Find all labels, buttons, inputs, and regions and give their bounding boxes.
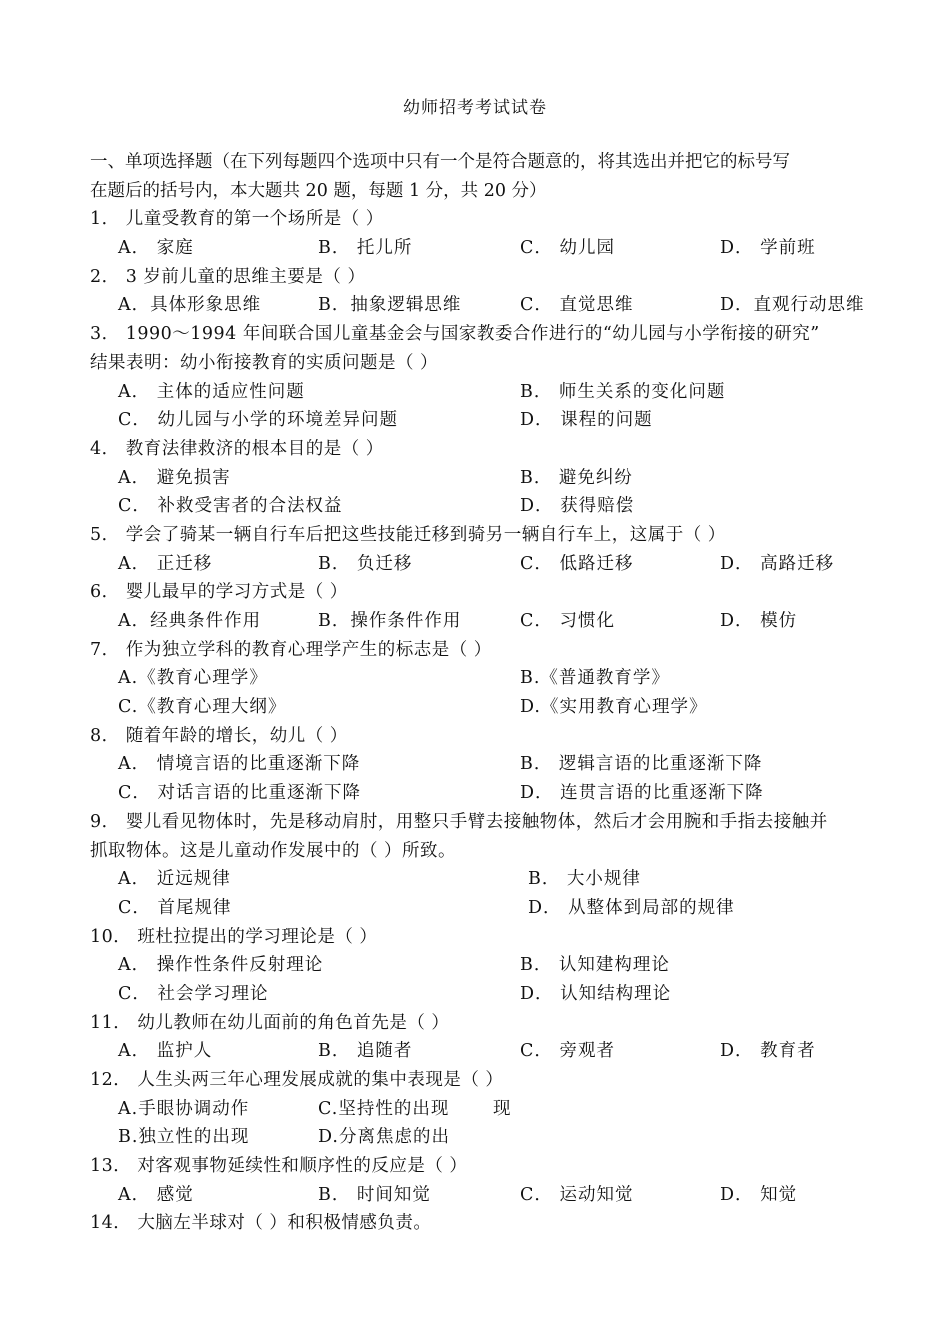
option-a: A． 正迁移 — [118, 553, 213, 574]
question-14-stem: 14． 大脑左半球对（ ）和积极情感负责。 — [90, 1213, 432, 1234]
question-3-stem-line-2: 结果表明：幼小衔接教育的实质问题是（ ） — [90, 352, 439, 373]
question-7-stem: 7． 作为独立学科的教育心理学产生的标志是（ ） — [90, 639, 492, 660]
question-7-options-row-2 — [90, 693, 870, 722]
option-a: A． 监护人 — [118, 1041, 213, 1062]
question-13-stem: 13． 对客观事物延续性和顺序性的反应是（ ） — [90, 1156, 468, 1177]
question-5-options — [90, 550, 870, 579]
question-4-stem: 4． 教育法律救济的根本目的是（ ） — [90, 438, 384, 459]
option-c: C． 幼儿园 — [520, 238, 615, 259]
question-12-stem: 12． 人生头两三年心理发展成就的集中表现是（ ） — [90, 1070, 504, 1090]
option-a: A.《教育心理学》 — [118, 668, 268, 689]
option-c: C． 习惯化 — [520, 611, 615, 631]
question-9-stem-line-1: 9． 婴儿看见物体时，先是移动肩肘，用整只手臂去接触物体，然后才会用腕和手指去接触并 — [90, 811, 828, 832]
question-1-stem: 1． 儿童受教育的第一个场所是（ ） — [90, 209, 384, 230]
option-a: A． 避免损害 — [118, 467, 231, 488]
option-b: B． 追随者 — [318, 1041, 413, 1062]
question-3-options-row-1 — [90, 378, 870, 407]
option-a: A． 主体的适应性问题 — [118, 381, 305, 402]
option-c: C． 首尾规律 — [118, 897, 232, 918]
option-c: C． 社会学习理论 — [118, 983, 269, 1004]
question-2-stem: 2． 3 岁前儿童的思维主要是（ ） — [90, 266, 366, 287]
option-c: C． 对话言语的比重逐渐下降 — [118, 783, 361, 804]
option-d: D． 认知结构理论 — [520, 983, 672, 1004]
option-b: B．操作条件作用 — [318, 611, 462, 631]
question-10-options-row-1 — [90, 951, 870, 980]
question-4-options-row-2 — [90, 492, 870, 521]
option-b: B.《普通教育学》 — [520, 668, 670, 689]
option-b: B.独立性的出现 — [118, 1127, 250, 1148]
option-b: B． 避免纠纷 — [520, 467, 633, 488]
section-heading-line-2: 在题后的括号内，本大题共 20 题，每题 1 分，共 20 分） — [90, 180, 547, 201]
option-c: C． 低路迁移 — [520, 553, 634, 574]
option-d: D． 从整体到局部的规律 — [528, 897, 735, 918]
option-b: B． 认知建构理论 — [520, 955, 670, 976]
option-d: D．直观行动思维 — [720, 295, 865, 316]
option-d: D.《实用教育心理学》 — [520, 697, 708, 718]
question-8-stem: 8． 随着年龄的增长，幼儿（ ） — [90, 725, 348, 746]
option-c: C． 补救受害者的合法权益 — [118, 496, 343, 517]
option-b: B． 负迁移 — [318, 553, 413, 574]
option-d: D.分离焦虑的出 — [318, 1127, 450, 1148]
option-a: A．经典条件作用 — [118, 611, 262, 631]
option-c: C． 幼儿园与小学的环境差异问题 — [118, 410, 398, 431]
question-5-stem: 5． 学会了骑某一辆自行车后把这些技能迁移到骑另一辆自行车上，这属于（ ） — [90, 524, 726, 545]
option-d: D． 模仿 — [720, 611, 798, 631]
option-a: A．具体形象思维 — [118, 295, 262, 316]
option-a: A.手眼协调动作 — [118, 1098, 250, 1119]
option-b: B． 大小规律 — [528, 869, 641, 890]
question-3-options-row-2 — [90, 406, 870, 435]
option-a: A． 操作性条件反射理论 — [118, 955, 324, 976]
option-c: C.《教育心理大纲》 — [118, 697, 287, 718]
question-list — [90, 148, 870, 1238]
option-b: B． 逻辑言语的比重逐渐下降 — [520, 754, 763, 775]
option-a: A． 家庭 — [118, 238, 194, 259]
option-d: D． 获得赔偿 — [520, 496, 635, 517]
question-10-options-row-2 — [90, 980, 870, 1009]
option-a: A． 情境言语的比重逐渐下降 — [118, 754, 361, 775]
option-d: D． 教育者 — [720, 1041, 816, 1062]
option-b: B． 时间知觉 — [318, 1184, 431, 1205]
option-d-overflow: 现 — [493, 1098, 512, 1119]
question-11-stem: 11． 幼儿教师在幼儿面前的角色首先是（ ） — [90, 1012, 450, 1033]
option-d: D． 知觉 — [720, 1184, 798, 1205]
question-9-stem-line-2: 抓取物体。这是儿童动作发展中的（ ）所致。 — [90, 840, 457, 861]
option-b: B． 托儿所 — [318, 238, 413, 259]
question-12-options-row-1 — [90, 1095, 870, 1124]
question-8-options-row-1 — [90, 750, 870, 779]
question-12-options-row-2 — [90, 1123, 870, 1152]
question-2-options — [90, 291, 870, 320]
option-d: D． 学前班 — [720, 238, 816, 259]
question-7-options-row-1 — [90, 664, 870, 693]
question-9-options-row-2 — [90, 894, 870, 923]
question-6-options — [90, 607, 870, 636]
option-d: D． 高路迁移 — [720, 553, 835, 574]
question-4-options-row-1 — [90, 464, 870, 493]
question-10-stem: 10． 班杜拉提出的学习理论是（ ） — [90, 926, 378, 947]
question-6-stem: 6． 婴儿最早的学习方式是（ ） — [90, 582, 348, 603]
option-b: B． 师生关系的变化问题 — [520, 381, 726, 402]
question-9-options-row-1 — [90, 865, 870, 894]
question-3-stem-line-1: 3． 1990～1994 年间联合国儿童基金会与国家教委合作进行的“幼儿园与小学衔接的研究” — [90, 324, 820, 345]
option-c: C． 运动知觉 — [520, 1184, 634, 1205]
question-1-options — [90, 234, 870, 263]
page-title: 幼师招考考试试卷 — [403, 98, 547, 118]
question-13-options — [90, 1181, 870, 1210]
section-heading-line-1: 一、单项选择题（在下列每题四个选项中只有一个是符合题意的，将其选出并把它的标号写 — [90, 152, 790, 172]
option-d: D． 课程的问题 — [520, 410, 653, 431]
option-d: D． 连贯言语的比重逐渐下降 — [520, 783, 764, 804]
option-a: A． 感觉 — [118, 1184, 194, 1205]
option-c: C.坚持性的出现 — [318, 1098, 450, 1119]
question-8-options-row-2 — [90, 779, 870, 808]
option-c: C． 旁观者 — [520, 1041, 615, 1062]
option-a: A． 近远规律 — [118, 869, 231, 890]
option-c: C． 直觉思维 — [520, 295, 634, 316]
question-11-options — [90, 1037, 870, 1066]
option-b: B．抽象逻辑思维 — [318, 295, 462, 316]
